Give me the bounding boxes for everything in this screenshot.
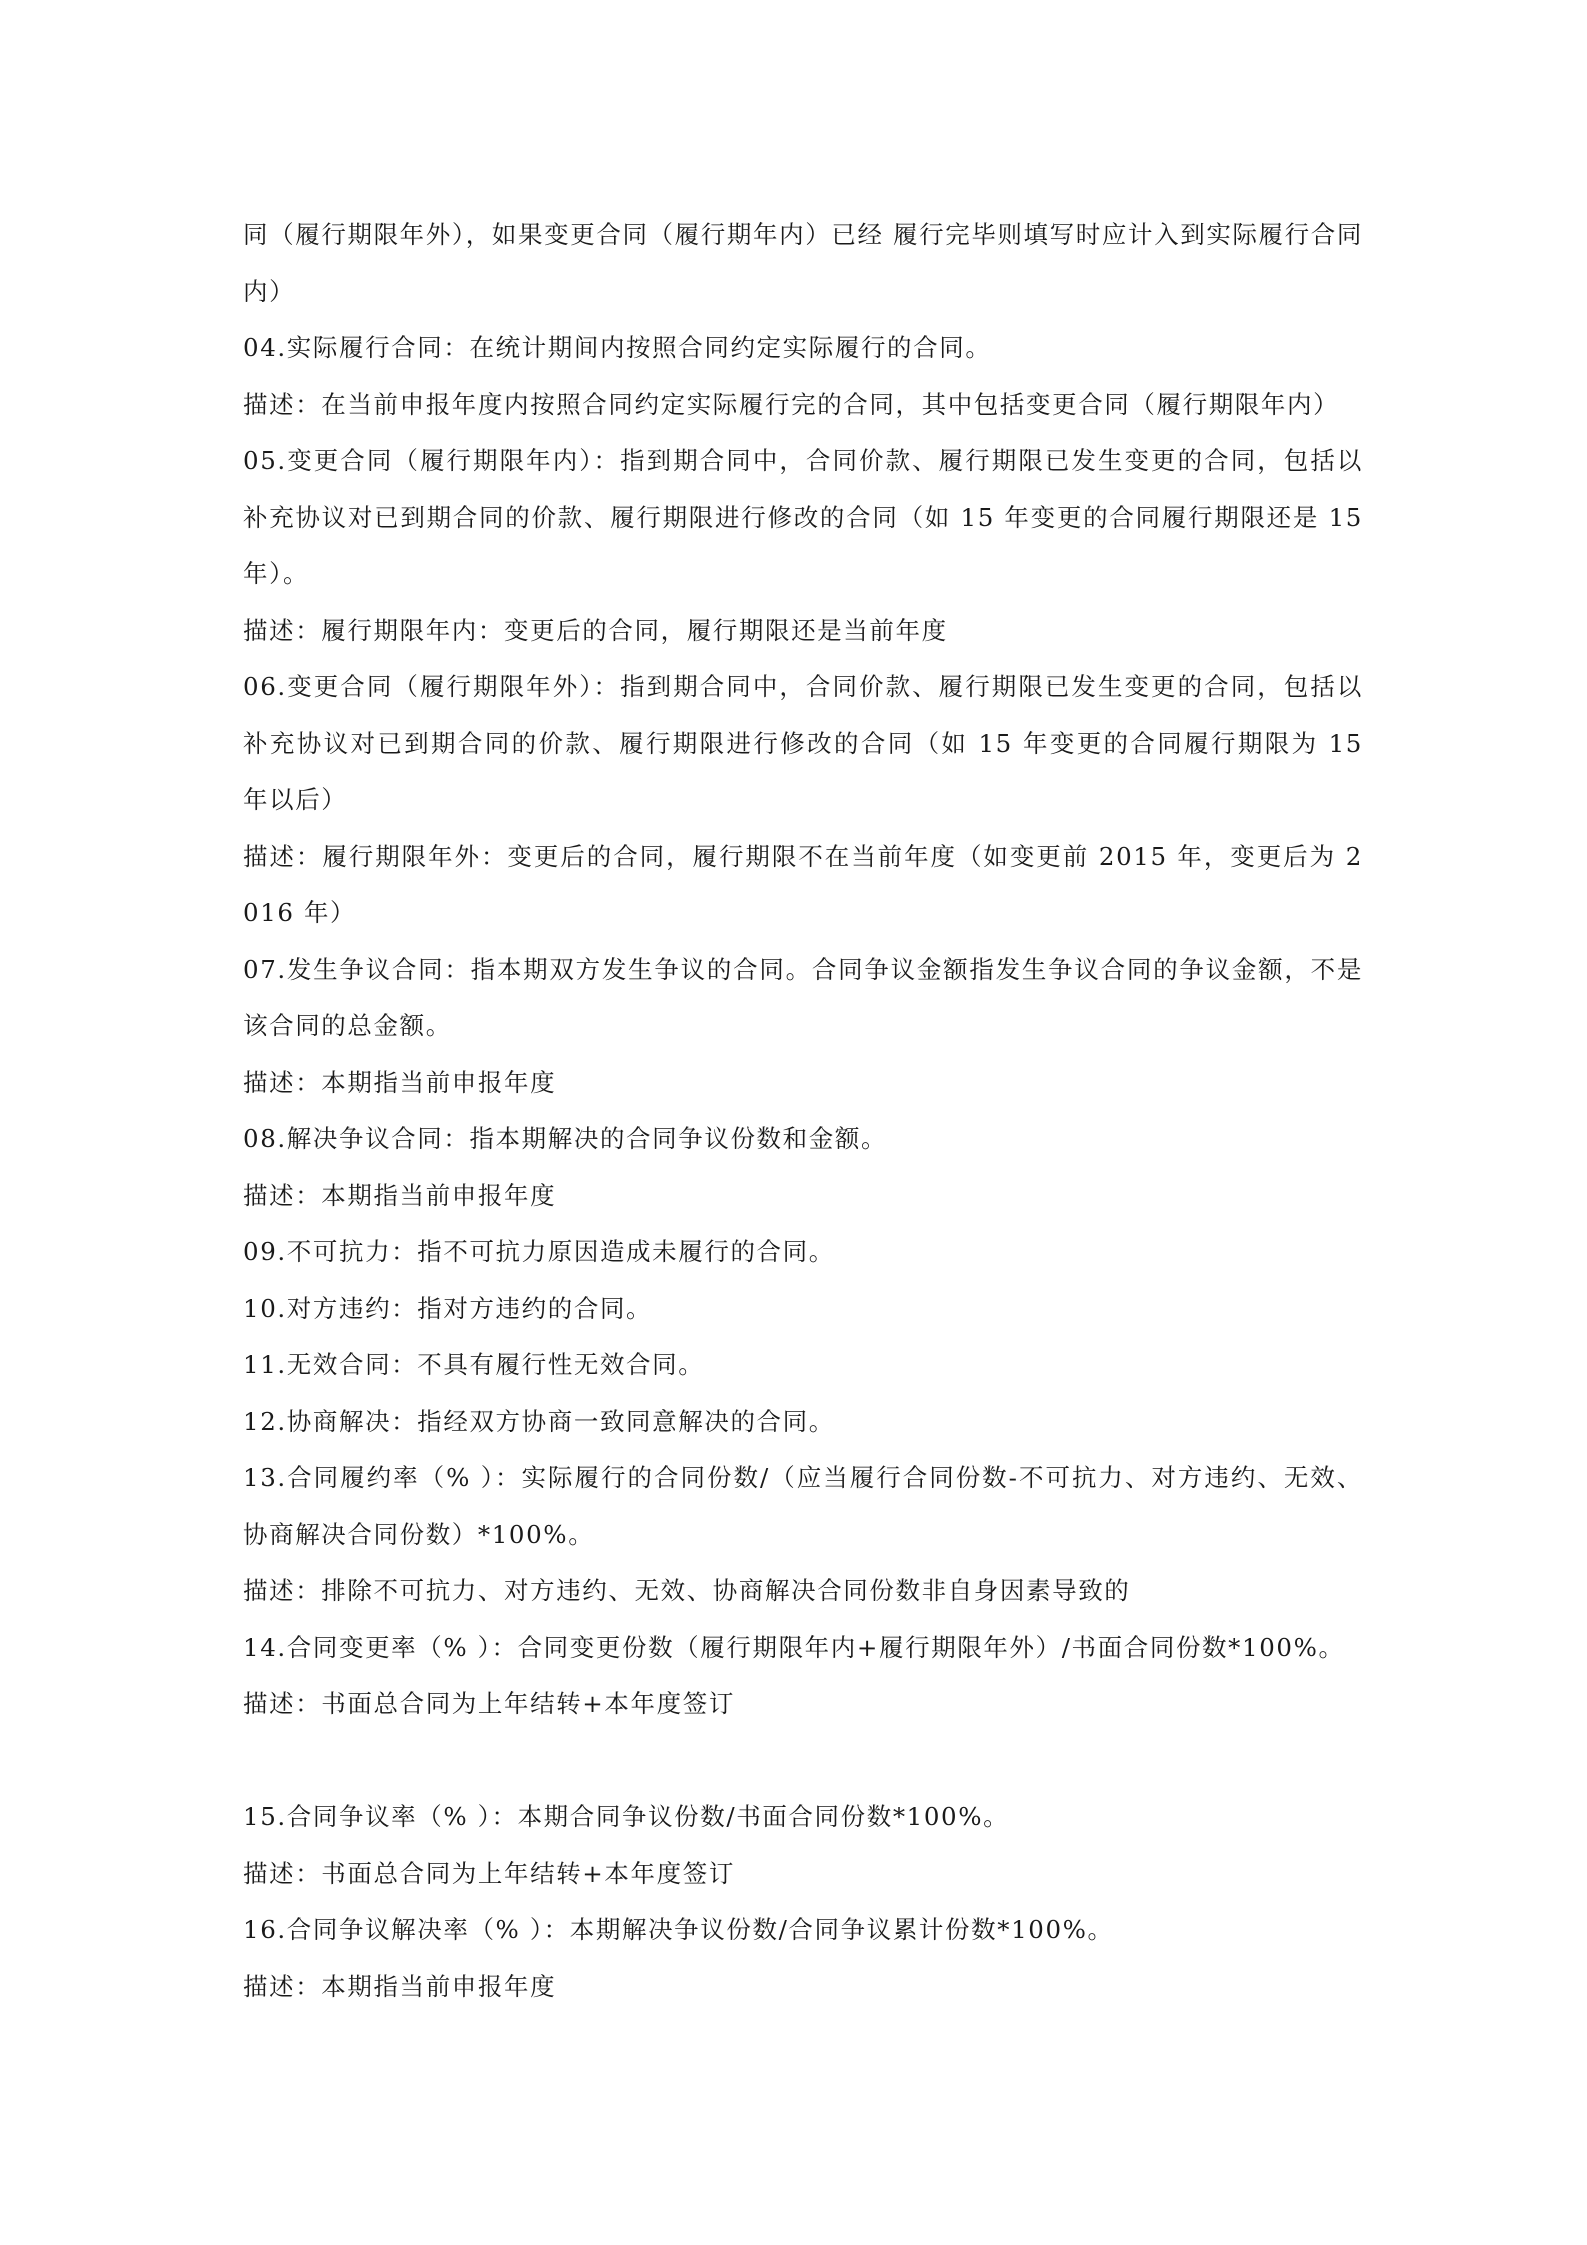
paragraph-item-16: 16.合同争议解决率（% ）：本期解决争议份数/合同争议累计份数*100%。	[243, 1915, 1114, 1944]
paragraph-item-06-description: 描述：履行期限年外：变更后的合同，履行期限不在当前年度（如变更前 2015 年，变更后为 2016 年）	[243, 841, 1363, 927]
blank-line	[243, 1733, 1363, 1790]
paragraph-item-10: 10.对方违约：指对方违约的合同。	[243, 1293, 653, 1323]
paragraph-item-04-description: 描述：在当前申报年度内按照合同约定实际履行完的合同，其中包括变更合同（履行期限年内）	[243, 389, 1340, 419]
paragraph-item-14: 14.合同变更率（% ）：合同变更份数（履行期限年内+履行期限年外）/书面合同份数*100%。	[243, 1632, 1345, 1662]
paragraph-contract-note-continuation: 同（履行期限年外），如果变更合同（履行期年内）已经 履行完毕则填写时应计入到实际履行合同内）	[243, 220, 1363, 306]
paragraph-item-13-description: 描述：排除不可抗力、对方违约、无效、协商解决合同份数非自身因素导致的	[243, 1576, 1131, 1605]
paragraph-item-05: 05.变更合同（履行期限年内）：指到期合同中，合同价款、履行期限已发生变更的合同，包括以补充协议对已到期合同的价款、履行期限进行修改的合同（如 15 年变更的合同履行期限还是 15 年）。	[243, 446, 1363, 588]
paragraph-item-07: 07.发生争议合同：指本期双方发生争议的合同。合同争议金额指发生争议合同的争议金额，不是该合同的总金额。	[243, 954, 1363, 1040]
paragraph-item-07-description: 描述：本期指当前申报年度	[243, 1067, 557, 1097]
paragraph-item-16-description: 描述：本期指当前申报年度	[243, 1971, 557, 2001]
document-body	[243, 207, 1363, 2015]
paragraph-item-06: 06.变更合同（履行期限年外）：指到期合同中，合同价款、履行期限已发生变更的合同，包括以补充协议对已到期合同的价款、履行期限进行修改的合同（如 15 年变更的合同履行期限为 15 年以后）	[243, 672, 1363, 814]
paragraph-item-04: 04.实际履行合同：在统计期间内按照合同约定实际履行的合同。	[243, 333, 992, 362]
paragraph-item-11: 11.无效合同：不具有履行性无效合同。	[243, 1350, 705, 1379]
paragraph-item-15-description: 描述：书面总合同为上年结转+本年度签订	[243, 1858, 735, 1888]
paragraph-item-15: 15.合同争议率（% ）：本期合同争议份数/书面合同份数*100%。	[243, 1802, 1010, 1831]
paragraph-item-08: 08.解决争议合同：指本期解决的合同争议份数和金额。	[243, 1124, 888, 1153]
paragraph-item-13: 13.合同履约率（% ）：实际履行的合同份数/（应当履行合同份数-不可抗力、对方违约、无效、协商解决合同份数）*100%。	[243, 1463, 1363, 1549]
paragraph-item-09: 09.不可抗力：指不可抗力原因造成未履行的合同。	[243, 1237, 835, 1266]
paragraph-item-05-description: 描述：履行期限年内：变更后的合同，履行期限还是当前年度	[243, 615, 948, 645]
paragraph-item-12: 12.协商解决：指经双方协商一致同意解决的合同。	[243, 1406, 835, 1436]
paragraph-item-14-description: 描述：书面总合同为上年结转+本年度签订	[243, 1689, 735, 1718]
paragraph-item-08-description: 描述：本期指当前申报年度	[243, 1180, 557, 1210]
